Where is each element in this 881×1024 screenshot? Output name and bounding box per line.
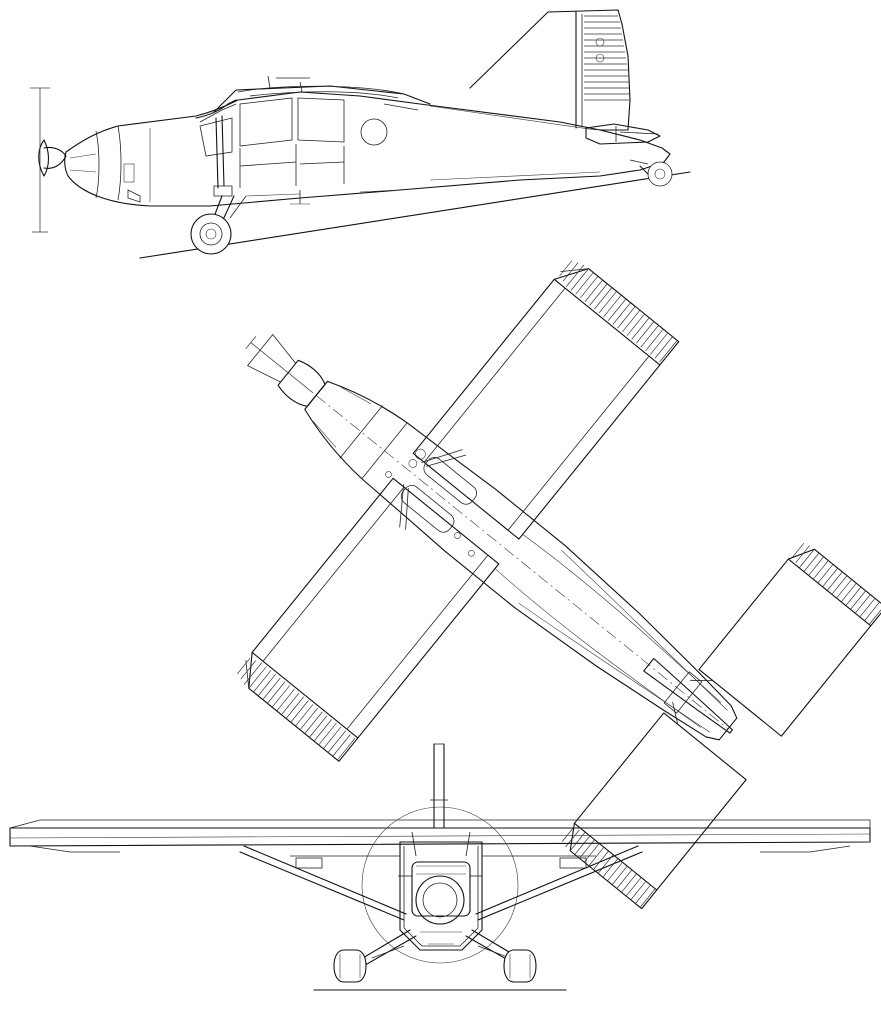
side-view [30,10,690,258]
wing-front-upper [10,820,870,828]
wing-front [10,828,870,846]
exhaust-stub [128,190,140,202]
wing-upper-curve [238,86,404,94]
cabin-window-1 [240,98,292,146]
wing-right-spar [424,288,565,462]
cowling-detail-plan-2 [309,421,339,447]
cowling-joint [118,126,121,200]
plan-view [51,109,881,968]
wing-left-flap-hatching [235,655,355,760]
windshield [196,100,236,118]
wheel-left-front [334,950,366,982]
strut-plan-right [421,435,462,478]
fuselage-seam-bottom [519,588,710,748]
gear-brace-left [372,946,404,958]
wing-right-trailing-spar [554,279,660,365]
strut-plan-right-2 [426,440,466,482]
cowling-line-2 [70,170,96,172]
wing-front-midline [10,834,870,838]
fin-fitting-1 [596,38,604,46]
cowling-ring-plan [340,405,383,458]
horizontal-stabiliser [586,124,660,144]
fuselage-bottom-line [430,172,600,180]
tailplane-right-outline [699,540,881,736]
wing-flap-line [384,104,418,110]
tailplane-left-outline [559,713,746,909]
antenna-plan-2 [467,549,475,557]
tailplane-left [559,713,746,909]
cowling-joint-2 [96,131,99,198]
wing-left-outline [233,478,499,761]
wheel-right-front [504,950,536,982]
tail-bumper [630,160,648,164]
main-wheel [191,214,231,254]
tailplane-fairing-right [690,669,713,691]
fin-plan [644,659,736,738]
wing-tip-right-detail [760,846,850,852]
rear-door-line [300,162,344,164]
wing-right [413,256,679,539]
wing-left-rear-spar [347,555,488,729]
wing-right-outline [413,256,679,539]
wing-left [233,478,499,761]
rear-cabin-window [361,119,387,145]
cowling-line [70,154,96,158]
cowling-panel [124,164,134,182]
wing-tip-left-detail [30,846,120,852]
strut-rear [216,118,218,188]
strut-fitting [214,186,232,196]
tailplane-right [699,540,881,736]
wing-left-trailing-spar [252,652,358,738]
cowling-intake-inner [423,883,457,917]
propeller-disc [362,807,518,963]
front-view [10,744,870,990]
cabin-window-2 [298,98,344,142]
wing-fitting-left [296,858,322,868]
wing-fitting-right [560,858,586,868]
wing-left-tip-curve [233,660,261,688]
strut-plan-left [381,484,422,527]
strut-front [222,116,224,186]
window-fitting-3 [384,470,392,478]
tailplane-right-elevator-hatching [790,542,881,625]
wing-inner-line [250,92,398,98]
tailwheel [648,162,672,186]
wing-left-spar [263,487,404,661]
fuselage-top-line [430,106,596,130]
wing-right-rear-spar [508,356,649,530]
belly-line [246,194,300,196]
strut-plan-left-2 [387,488,427,530]
side-view-nose-datum [30,88,50,232]
fuselage-centreline [316,395,728,729]
antenna-mast [268,76,270,88]
fuselage-taper-top [519,533,726,703]
fuselage-front-inner [404,846,478,946]
door-line [240,162,296,166]
cowling-detail-plan [341,382,371,408]
